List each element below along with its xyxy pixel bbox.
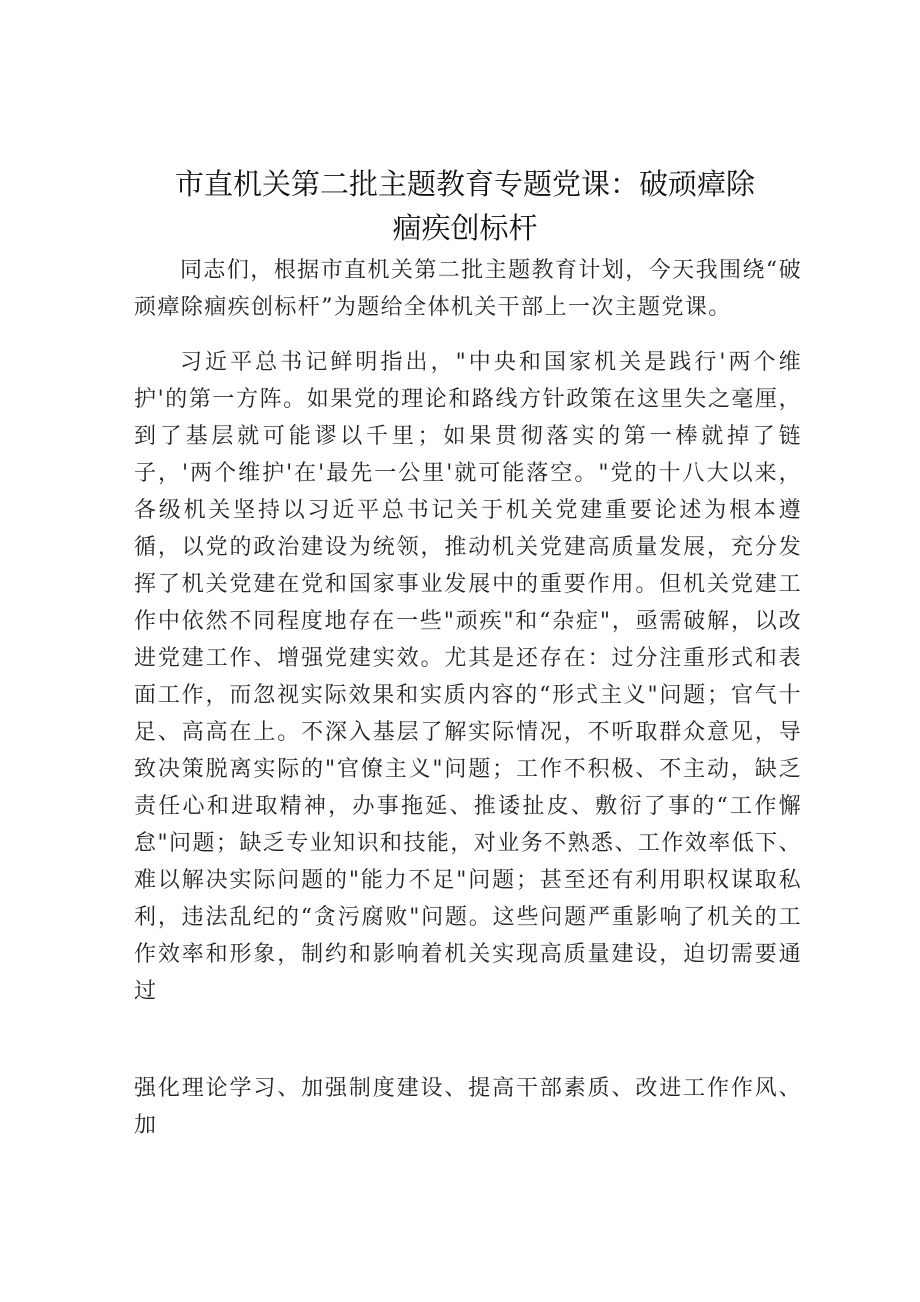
paragraph-continuation: 强化理论学习、加强制度建设、提高干部素质、改进工作作风、加 xyxy=(134,1076,802,1138)
document-title-line-1: 市直机关第二批主题教育专题党课：破顽瘴除 xyxy=(174,167,755,201)
paragraph-main: 习近平总书记鲜明指出，"中央和国家机关是践行'两个维护'的第一方阵。如果党的理论和路线方针政策在这里失之毫厘，到了基层就可能谬以千里；如果贯彻落实的第一棒就掉了链子，'两个维护'在'最先一公里'就可能落空。"党的十八大以来，各级机关坚持以习近平总书记关于机关党建重要论述为根本遵循，以党的政治建设为统领，推动机关党建高质量发展，充分发挥了机关党建在党和国家事业发展中的重要作用。但机关党建工作中依然不同程度地存在一些"顽疾"和“杂症"，亟需破解，以改进党建工作、增强党建实效。尤其是还存在：过分注重形式和表面工作，而忽视实际效果和实质内容的“形式主义"问题；官气十足、高高在上。不深入基层了解实际情况，不听取群众意见，导致决策脱离实际的"官僚主义"问题；工作不积极、不主动，缺乏责任心和进取精神，办事拖延、推诿扯皮、敷衍了事的“工作懈怠"问题；缺乏专业知识和技能，对业务不熟悉、工作效率低下、难以解决实际问题的"能力不足"问题；甚至还有利用职权谋取私利，违法乱纪的“贪污腐败"问题。这些问题严重影响了机关的工作效率和形象，制约和影响着机关实现高质量建设，迫切需要通过 xyxy=(134,350,802,1004)
document-title-line-2: 痼疾创标杆 xyxy=(392,211,538,245)
paragraph-intro: 同志们，根据市直机关第二批主题教育计划，今天我围绕“破顽瘴除痼疾创标杆”为题给全体机关干部上一次主题党课。 xyxy=(134,258,802,320)
